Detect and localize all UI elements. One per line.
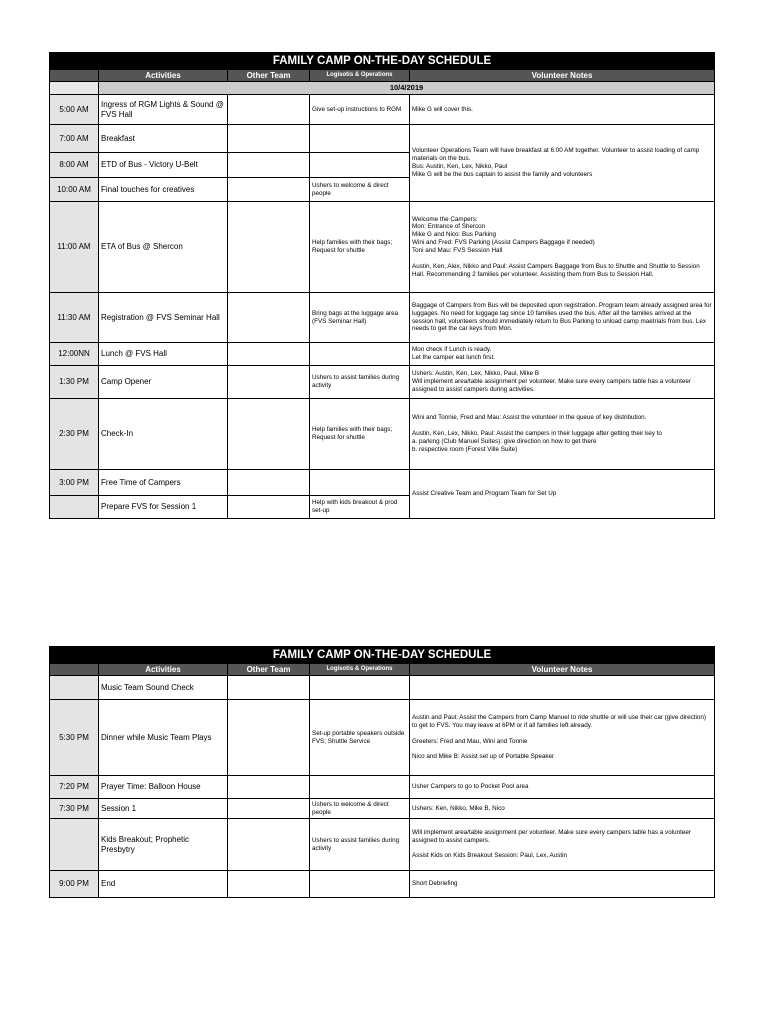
logistics-cell: Ushers to assist families during activity — [310, 366, 410, 399]
activity-cell: Kids Breakout; Prophetic Presbytry — [99, 819, 228, 871]
activity-cell: Prepare FVS for Session 1 — [99, 496, 228, 519]
notes-cell: Short Debriefing — [410, 871, 715, 898]
activity-cell: Check-In — [99, 399, 228, 470]
logistics-cell — [310, 470, 410, 496]
schedule-title: FAMILY CAMP ON-THE-DAY SCHEDULE — [50, 53, 715, 70]
logistics-cell: Give set-up instructions to RGM — [310, 95, 410, 125]
activity-cell: Lunch @ FVS Hall — [99, 343, 228, 366]
logistics-cell — [310, 125, 410, 153]
table-row — [50, 343, 715, 366]
time-cell: 12:00NN — [50, 343, 99, 366]
activity-cell: Final touches for creatives — [99, 178, 228, 202]
header-other-team: Other Team — [228, 70, 310, 82]
header-activities: Activities — [99, 70, 228, 82]
logistics-cell: Bring bags at the luggage area (FVS Seminar Hall) — [310, 293, 410, 343]
notes-cell: Will implement area/table assignment per volunteer. Make sure every campers table has a volunteer assigned to assist campers. Assist Kids on Kids Breakout Session: Paul, Lex, Austin — [410, 819, 715, 871]
date-row — [50, 82, 715, 95]
time-cell: 7:30 PM — [50, 799, 99, 819]
logistics-cell: Help families with their bags; Request for shuttle — [310, 202, 410, 293]
logistics-cell — [310, 153, 410, 178]
header-row — [50, 664, 715, 676]
other-team-cell — [228, 343, 310, 366]
activity-cell: Prayer Time: Balloon House — [99, 776, 228, 799]
logistics-cell: Ushers to welcome & direct people — [310, 178, 410, 202]
other-team-cell — [228, 293, 310, 343]
time-cell: 1:30 PM — [50, 366, 99, 399]
header-volunteer-notes: Volunteer Notes — [410, 664, 715, 676]
other-team-cell — [228, 776, 310, 799]
notes-cell: Baggage of Campers from Bus will be deposited upon registration. Program team already assigned area for luggages. No need for luggage tag since 10 families used the bus. After all the families arrived at the session hall, volunteers should immediately return to Bus Parking to unload camp maetrials from bus. Lex needs to get the car keys from Mon. — [410, 293, 715, 343]
header-logistics: Logisotis & Operations — [310, 70, 410, 82]
other-team-cell — [228, 799, 310, 819]
notes-cell: Austin and Paul: Assist the Campers from Camp Manuel to ride shuttle or will use their car (give direction) to get to FVS. You may leave at 6PM or if all families left already. Greeters: Fred and Mau, Wini and Tonnie Nico and Mike B: Assist set up of Portable Speaker — [410, 700, 715, 776]
header-time — [50, 70, 99, 82]
other-team-cell — [228, 819, 310, 871]
table-row — [50, 293, 715, 343]
other-team-cell — [228, 700, 310, 776]
time-cell: 3:00 PM — [50, 470, 99, 496]
logistics-cell — [310, 776, 410, 799]
other-team-cell — [228, 125, 310, 153]
notes-cell: Wini and Tonnie, Fred and Mau: Assist the volunteer in the queue of key distribution. Austin, Ken, Lex, Nikko, Paul: Assist the campers in their luggage after getting their key to a. parking (Club Manuel Suites): give direction on how to get there b. respective room (Forest Ville Suite) — [410, 399, 715, 470]
table-row — [50, 125, 715, 153]
other-team-cell — [228, 399, 310, 470]
table-row — [50, 470, 715, 496]
time-cell: 11:00 AM — [50, 202, 99, 293]
table-row — [50, 799, 715, 819]
logistics-cell: Ushers to assist families during activity — [310, 819, 410, 871]
other-team-cell — [228, 496, 310, 519]
header-time — [50, 664, 99, 676]
table-row — [50, 95, 715, 125]
logistics-cell — [310, 871, 410, 898]
activity-cell: ETD of Bus - Victory U-Belt — [99, 153, 228, 178]
activity-cell: Free Time of Campers — [99, 470, 228, 496]
activity-cell: Breakfast — [99, 125, 228, 153]
notes-cell: Welcome the Campers: Mon: Entrance of Shercon Mike G and Nico: Bus Parking Wini and Fred: FVS Parking (Assist Campers Baggage if needed) Toni and Mau: FVS Session Hall Austin, Ken, Alex, Nikko and Paul: Assist Campers Baggage from Bus to Shuttle and Shuttle to Session Hall. Recommending 2 families per volunteer. Assisting them from Bus to Session Hall. — [410, 202, 715, 293]
table-row — [50, 819, 715, 871]
time-cell: 8:00 AM — [50, 153, 99, 178]
header-logistics: Logisotis & Operations — [310, 664, 410, 676]
table-row — [50, 202, 715, 293]
notes-cell: Volunteer Operations Team will have breakfast at 6:00 AM together. Volunteer to assist loading of camp materials on the bus. Bus: Austin, Ken, Lex, Nikko, Paul Mike G will be the bus captain to assist the family and volunteers — [410, 125, 715, 202]
schedule-sheet-1 — [49, 52, 714, 519]
header-other-team: Other Team — [228, 664, 310, 676]
title-row — [50, 53, 715, 70]
activity-cell: End — [99, 871, 228, 898]
time-cell: 9:00 PM — [50, 871, 99, 898]
schedule-table-2 — [49, 646, 715, 898]
time-cell: 7:00 AM — [50, 125, 99, 153]
activity-cell: Session 1 — [99, 799, 228, 819]
time-cell: 5:00 AM — [50, 95, 99, 125]
activity-cell: ETA of Bus @ Shercon — [99, 202, 228, 293]
logistics-cell: Ushers to welcome & direct people — [310, 799, 410, 819]
time-cell — [50, 496, 99, 519]
schedule-date: 10/4/2019 — [99, 82, 715, 95]
table-row — [50, 776, 715, 799]
activity-cell: Registration @ FVS Seminar Hall — [99, 293, 228, 343]
activity-cell: Camp Opener — [99, 366, 228, 399]
notes-cell: Assist Creative Team and Program Team for Set Up — [410, 470, 715, 519]
time-cell — [50, 819, 99, 871]
time-cell: 7:20 PM — [50, 776, 99, 799]
notes-cell: Mike G will cover this. — [410, 95, 715, 125]
table-row — [50, 676, 715, 700]
table-row — [50, 871, 715, 898]
time-cell: 2:30 PM — [50, 399, 99, 470]
other-team-cell — [228, 202, 310, 293]
logistics-cell: Help families with their bags; Request for shuttle — [310, 399, 410, 470]
other-team-cell — [228, 871, 310, 898]
time-cell — [50, 676, 99, 700]
header-activities: Activities — [99, 664, 228, 676]
notes-cell: Usher Campers to go to Pocket Pool area — [410, 776, 715, 799]
title-row — [50, 647, 715, 664]
notes-cell: Ushers: Ken, Nikko, Mike B, Nico — [410, 799, 715, 819]
other-team-cell — [228, 366, 310, 399]
notes-cell: Ushers: Austin, Ken, Lex, Nikko, Paul, Mike B Will implement area/table assignment per volunteer. Make sure every campers table has a volunteer assigned to assist campers during activities. — [410, 366, 715, 399]
time-cell: 10:00 AM — [50, 178, 99, 202]
table-row — [50, 366, 715, 399]
notes-cell: Mon check if Lunch is ready. Let the camper eat lunch first. — [410, 343, 715, 366]
other-team-cell — [228, 95, 310, 125]
schedule-sheet-2 — [49, 646, 714, 898]
other-team-cell — [228, 178, 310, 202]
other-team-cell — [228, 470, 310, 496]
logistics-cell: Help with kids breakout & prod set-up — [310, 496, 410, 519]
schedule-title: FAMILY CAMP ON-THE-DAY SCHEDULE — [50, 647, 715, 664]
logistics-cell — [310, 676, 410, 700]
header-row — [50, 70, 715, 82]
activity-cell: Ingress of RGM Lights & Sound @ FVS Hall — [99, 95, 228, 125]
logistics-cell: Set-up portable speakers outside FVS; Shuttle Service — [310, 700, 410, 776]
time-cell: 11:30 AM — [50, 293, 99, 343]
other-team-cell — [228, 676, 310, 700]
table-row — [50, 399, 715, 470]
other-team-cell — [228, 153, 310, 178]
logistics-cell — [310, 343, 410, 366]
table-row — [50, 700, 715, 776]
activity-cell: Music Team Sound Check — [99, 676, 228, 700]
schedule-table-1 — [49, 52, 715, 519]
notes-cell — [410, 676, 715, 700]
time-cell: 5:30 PM — [50, 700, 99, 776]
header-volunteer-notes: Volunteer Notes — [410, 70, 715, 82]
activity-cell: Dinner while Music Team Plays — [99, 700, 228, 776]
